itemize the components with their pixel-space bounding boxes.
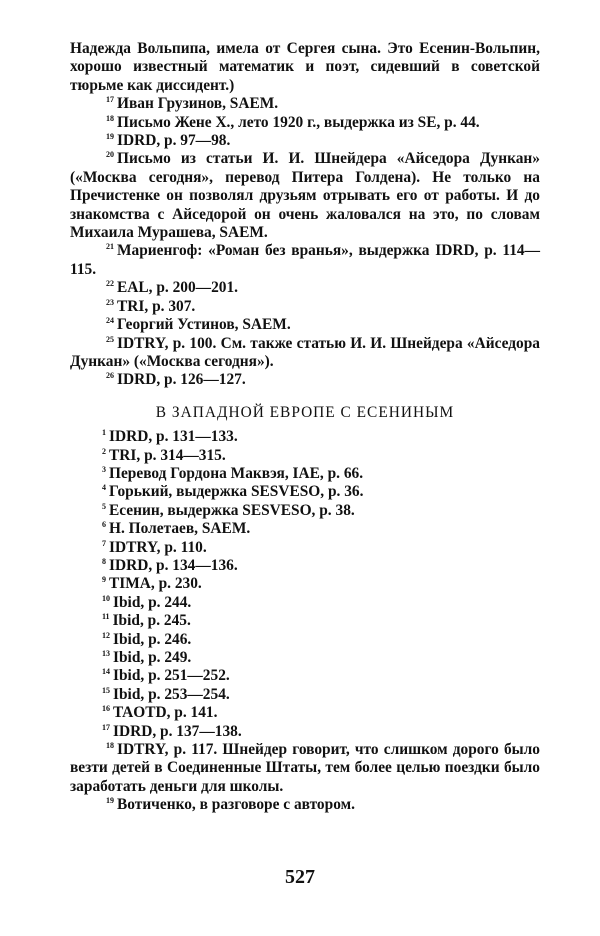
footnote-text: Письмо Жене Х., лето 1920 г., выдержка из SE, р. 44. xyxy=(117,113,480,131)
footnote xyxy=(70,612,540,630)
footnote-text: Н. Полетаев, SAEM. xyxy=(109,520,251,538)
footnote xyxy=(70,502,540,520)
footnote xyxy=(70,686,540,704)
footnote xyxy=(70,150,540,242)
footnote-text: Ibid, р. 249. xyxy=(113,649,192,666)
footnote-text: EAL, р. 200—201. xyxy=(117,279,239,297)
footnote-number: 20 xyxy=(106,150,114,160)
footnote-number: 19 xyxy=(106,796,114,806)
footnote-text: IDTRY, р. 110. xyxy=(109,538,207,556)
footnote xyxy=(70,447,540,465)
footnote-number: 15 xyxy=(102,685,110,695)
footnote xyxy=(70,483,540,501)
footnote xyxy=(70,631,540,649)
footnote-text: Вотиченко, в разговоре с автором. xyxy=(117,796,355,814)
footnote-number: 3 xyxy=(102,464,106,474)
footnote-text: Горький, выдержка SESVESO, р. 36. xyxy=(109,483,364,501)
footnote xyxy=(70,95,540,113)
footnote-number: 1 xyxy=(102,428,106,438)
footnote-text: IDRD, р. 134—136. xyxy=(109,556,238,574)
footnote-number: 14 xyxy=(102,667,110,677)
footnote xyxy=(70,557,540,575)
footnote-text: IDTRY, р. 100. См. также статью И. И. Шнейдера «Айседора Дункан» («Москва сегодня»). xyxy=(70,334,540,370)
footnote-number: 17 xyxy=(102,722,110,732)
footnote xyxy=(70,796,540,814)
footnote-text: IDRD, р. 137—138. xyxy=(113,722,242,740)
footnote-text: IDRD, р. 131—133. xyxy=(109,428,238,446)
footnote-number: 19 xyxy=(106,132,114,142)
footnote-text: Перевод Гордона Маквэя, IAE, р. 66. xyxy=(109,464,364,482)
footnote-number: 7 xyxy=(102,538,106,548)
footnote-text: TIMA, р. 230. xyxy=(109,575,202,593)
footnote-text: TRI, р. 314—315. xyxy=(109,446,226,464)
footnote-text: TAOTD, р. 141. xyxy=(113,704,218,722)
footnote xyxy=(70,723,540,741)
footnote xyxy=(70,371,540,389)
footnote-text: IDRD, р. 126—127. xyxy=(117,371,246,389)
footnote-number: 18 xyxy=(106,741,114,751)
footnote xyxy=(70,335,540,372)
footnote xyxy=(70,298,540,316)
footnote-number: 2 xyxy=(102,446,106,456)
footnote xyxy=(70,428,540,446)
footnote-text: Мариенгоф: «Роман без вранья», выдержка IDRD, р. 114—115. xyxy=(70,242,540,278)
footnote-text: Георгий Устинов, SAEM. xyxy=(117,316,291,334)
footnote-text: Ibid, р. 245. xyxy=(112,612,191,630)
footnote-number: 22 xyxy=(106,279,114,289)
footnote xyxy=(70,114,540,132)
footnote-number: 21 xyxy=(106,242,114,252)
footnote xyxy=(70,704,540,722)
footnote-text: Ibid, р. 251—252. xyxy=(113,667,230,685)
footnote xyxy=(70,316,540,334)
footnote-text: Ibid, р. 244. xyxy=(113,593,192,611)
footnote-number: 25 xyxy=(106,334,114,344)
footnote xyxy=(70,649,540,667)
footnote xyxy=(70,575,540,593)
footnote-text: Иван Грузинов, SAEM. xyxy=(117,95,279,113)
footnote-number: 18 xyxy=(106,113,114,123)
section-title: В ЗАПАДНОЙ ЕВРОПЕ С ЕСЕНИНЫМ xyxy=(155,403,455,421)
notes-text xyxy=(70,40,540,815)
continuation-paragraph: Надежда Вольпипа, имела от Сергея сына. Это Есенин-Вольпин, хорошо известный математик и поэт, сидевший в советской тюрьме как диссидент.) xyxy=(70,40,540,94)
footnote-number: 5 xyxy=(102,501,106,511)
footnote-number: 26 xyxy=(106,371,114,381)
footnote-number: 12 xyxy=(102,630,110,640)
footnote xyxy=(70,667,540,685)
footnote-number: 9 xyxy=(102,575,106,585)
footnote-text: Ibid, р. 246. xyxy=(113,630,192,648)
footnote-number: 4 xyxy=(102,483,106,493)
footnote-number: 16 xyxy=(102,704,110,714)
footnote xyxy=(70,520,540,538)
footnote-number: 23 xyxy=(106,297,114,307)
footnote-text: Письмо из статьи И. И. Шнейдера «Айседора Дункан» («Москва сегодня», перевод Питера Голдена). Не только на Пречистенке он позволял друзьям отрывать его от работы. И до знакомства с Айседорой он очень жаловался на это, по словам Михаила Мурашева, SAEM. xyxy=(70,150,540,242)
footnote-text: IDRD, р. 97—98. xyxy=(117,132,231,150)
footnote xyxy=(70,539,540,557)
footnote xyxy=(70,242,540,279)
footnote-number: 6 xyxy=(102,520,106,530)
footnote-text: TRI, р. 307. xyxy=(117,297,196,315)
footnote-number: 13 xyxy=(102,649,110,658)
footnote-number: 11 xyxy=(102,612,110,622)
footnote xyxy=(70,279,540,297)
footnote-number: 10 xyxy=(102,593,110,603)
page-number: 527 xyxy=(285,866,315,888)
footnote xyxy=(70,741,540,796)
footnote xyxy=(70,132,540,150)
footnote xyxy=(70,465,540,483)
notes-list-section xyxy=(70,428,540,815)
footnote-number: 8 xyxy=(102,556,106,566)
footnote-text: Есенин, выдержка SESVESO, р. 38. xyxy=(109,501,355,519)
footnote-text: Ibid, р. 253—254. xyxy=(113,685,230,703)
footnote-number: 24 xyxy=(106,316,114,326)
notes-list-previous-chapter xyxy=(70,95,540,390)
footnote xyxy=(70,594,540,612)
footnote-text: IDTRY, р. 117. Шнейдер говорит, что слишком дорого было везти детей в Соединенные Штаты, тем более целью поездки было заработать деньги для школы. xyxy=(70,741,540,795)
footnote-number: 17 xyxy=(106,95,114,105)
